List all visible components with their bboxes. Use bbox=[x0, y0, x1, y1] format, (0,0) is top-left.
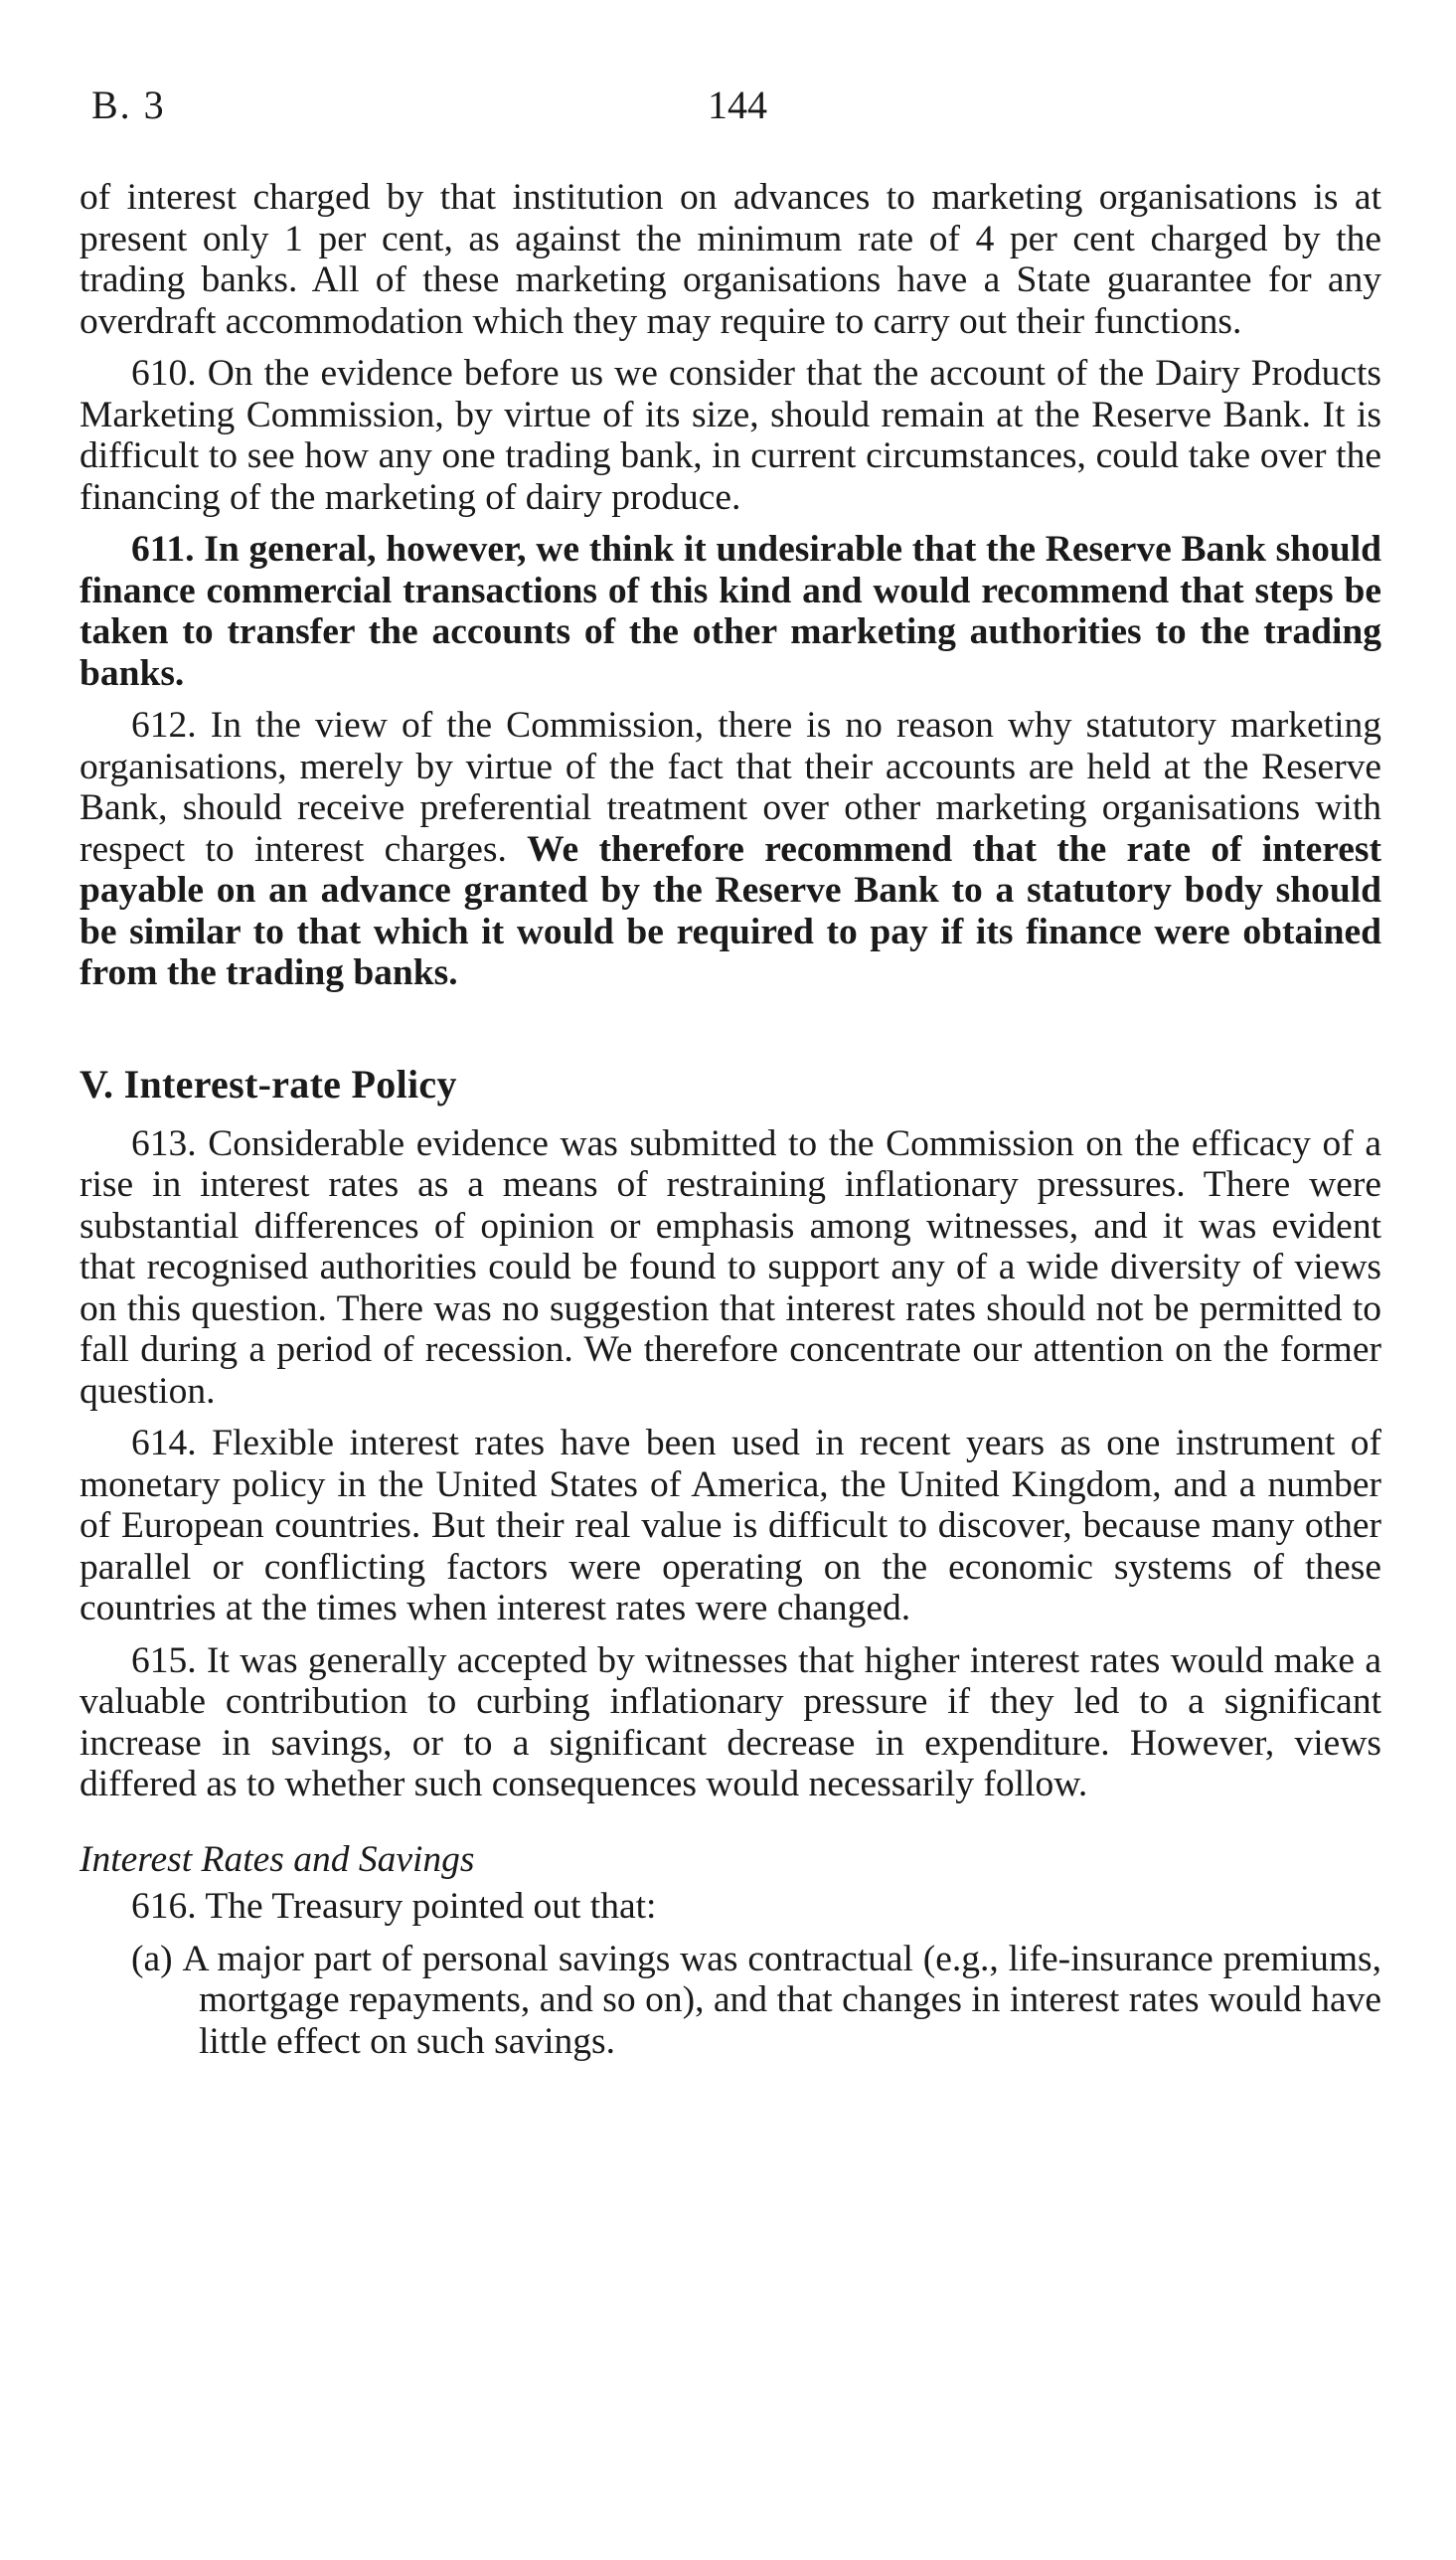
list-item-text: A major part of personal savings was contractual (e.g., life-insurance premiums, mortgage repayments, and so on), and that changes in interest rates would have little effect on such savings. bbox=[182, 1938, 1382, 2062]
list-item-a bbox=[131, 1939, 1381, 2063]
paragraph-continued: of interest charged by that institution on advances to marketing organisations is at present only 1 per cent, as against the minimum rate of 4 per cent charged by the trading banks. All of these marketing organisations have a State guarantee for any overdraft accommodation which they may require to carry out their functions. bbox=[80, 177, 1381, 342]
paragraph-number: 614. bbox=[131, 1423, 197, 1463]
paragraph-number: 613. bbox=[131, 1122, 197, 1164]
paragraph-text: It was generally accepted by witnesses that higher interest rates would make a valuable contribution to curbing inflationary pressure if they led to a significant increase in savings, or to a significant decrease in expenditure. However, views differed as to whether such consequences would necessarily follow. bbox=[80, 1639, 1381, 1804]
subheading: Interest Rates and Savings bbox=[80, 1838, 475, 1880]
paragraph-616 bbox=[80, 1886, 1381, 1928]
paragraph-number: 611. bbox=[131, 529, 195, 570]
section-heading: V. Interest-rate Policy bbox=[80, 1061, 457, 1107]
paragraph-text: Considerable evidence was submitted to the Commission on the efficacy of a rise in interest rates as a means of restraining inflationary pressures. There were substantial differences of opinion or emphasis among witnesses, and it was evident that recognised authorities could be found to support any of a wide diversity of views on this question. There was no suggestion that interest rates should not be permitted to fall during a period of recession. We therefore concentrate our attention on the former question. bbox=[80, 1122, 1382, 1412]
page-header bbox=[80, 82, 1381, 141]
paragraph-610 bbox=[80, 353, 1381, 518]
recommendation-text: We therefore recommend that the rate of interest payable on an advance granted by the Reserve Bank to a statutory body should be similar to that which it would be required to pay if its finance were obtained from the trading banks. bbox=[80, 828, 1381, 993]
paragraph-text: The Treasury pointed out that: bbox=[205, 1886, 657, 1927]
paragraph-615 bbox=[80, 1640, 1381, 1805]
list-item-label: (a) bbox=[131, 1938, 173, 1979]
paragraph-text: Flexible interest rates have been used in recent years as one instrument of monetary policy in the United States of America, the United Kingdom, and a number of European countries. But their real value is difficult to discover, because many other parallel or conflicting factors were operating on the economic systems of these countries at the times when interest rates were changed. bbox=[80, 1423, 1381, 1628]
page-body bbox=[80, 177, 1381, 2062]
paragraph-612 bbox=[80, 705, 1381, 994]
paragraph-text: In general, however, we think it undesirable that the Reserve Bank should finance commercial transactions of this kind and would recommend that steps be taken to transfer the accounts of the other marketing authorities to the trading banks. bbox=[80, 529, 1381, 694]
page-number: 144 bbox=[708, 83, 767, 127]
paragraph-number: 610. bbox=[131, 353, 197, 394]
paragraph-number: 612. bbox=[131, 705, 197, 746]
paragraph-text: In the view of the Commission, there is no reason why statutory marketing organisations, merely by virtue of the fact that their accounts are held at the Reserve Bank, should receive preferential treatment over other marketing organisations with respect to interest charges. bbox=[80, 705, 1381, 870]
paragraph-number: 616. bbox=[131, 1886, 197, 1927]
list-item-content bbox=[131, 1939, 1381, 2063]
document-code: B. 3 bbox=[91, 83, 166, 127]
paragraph-text: On the evidence before us we consider that the account of the Dairy Products Marketing Commission, by virtue of its size, should remain at the Reserve Bank. It is difficult to see how any one trading bank, in current circumstances, could take over the financing of the marketing of dairy produce. bbox=[80, 353, 1381, 518]
paragraph-611 bbox=[80, 529, 1381, 694]
paragraph-614 bbox=[80, 1423, 1381, 1629]
paragraph-613 bbox=[80, 1123, 1381, 1413]
paragraph-number: 615. bbox=[131, 1639, 197, 1681]
